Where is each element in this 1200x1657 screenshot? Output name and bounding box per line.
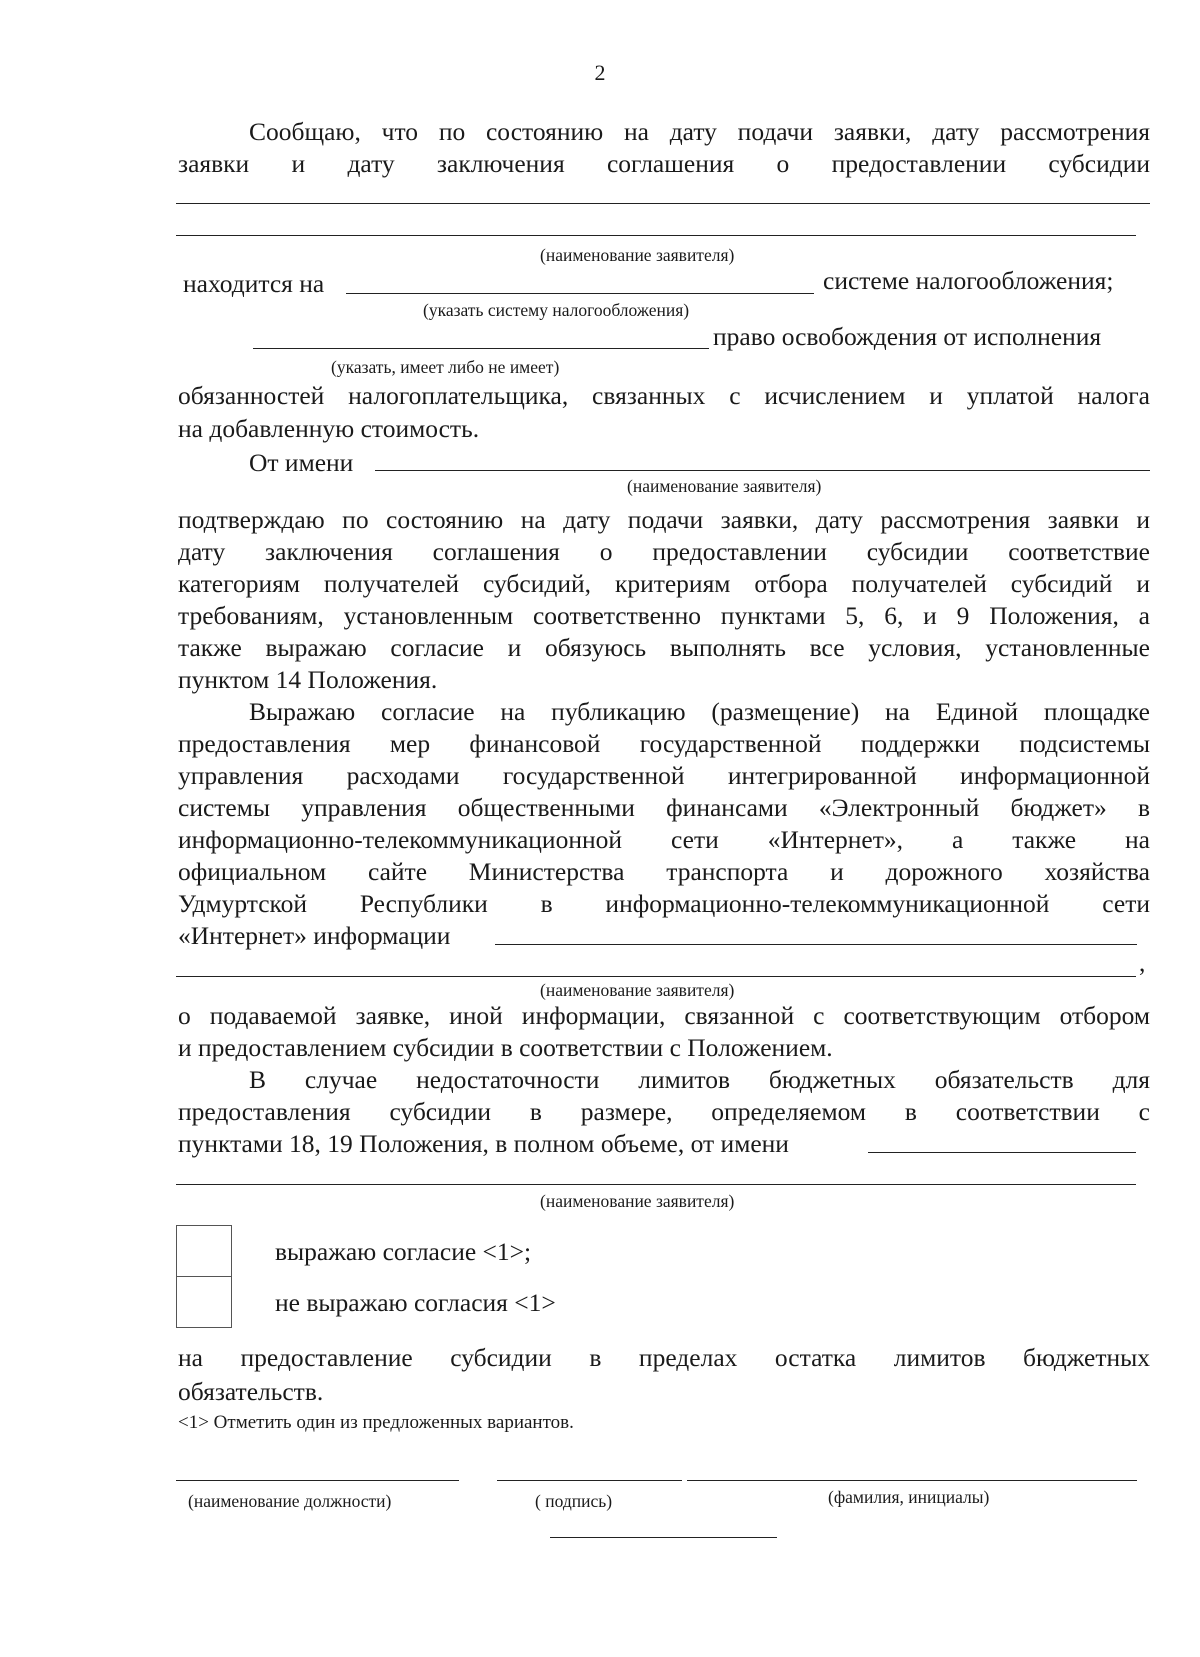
publication-after-2: и предоставлением субсидии в соответствии с Положением. <box>178 1033 833 1062</box>
vat-caption: (указать, имеет либо не имеет) <box>331 357 560 377</box>
publication-line-7: Удмуртской Республики в информационно-телекоммуникационной сети <box>178 889 1150 918</box>
name-line[interactable] <box>687 1480 1137 1481</box>
confirm-line-2: дату заключения соглашения о предоставлении субсидии соответствие <box>178 537 1150 566</box>
page-number: 2 <box>594 60 606 85</box>
vat-line-2: обязанностей налогоплательщика, связанных с исчислением и уплатой налога <box>178 381 1150 410</box>
confirm-line-6: пунктом 14 Положения. <box>178 665 438 694</box>
publication-line-4: системы управления общественными финансами «Электронный бюджет» в <box>178 793 1150 822</box>
confirm-line-5: также выражаю согласие и обязуюсь выполнять все условия, установленные <box>178 633 1150 662</box>
applicant-name-line-2[interactable] <box>176 235 1136 236</box>
footnote: <1> Отметить один из предложенных вариантов. <box>178 1412 574 1433</box>
publication-after-1: о подаваемой заявке, иной информации, связанной с соответствующим отбором <box>178 1001 1150 1030</box>
tax-suffix: системе налогообложения; <box>823 266 1114 295</box>
applicant-name-line-1[interactable] <box>176 203 1150 204</box>
name-caption: (фамилия, инициалы) <box>828 1487 990 1507</box>
agree-checkbox[interactable] <box>176 1225 232 1277</box>
final-line-2: обязательств. <box>178 1377 324 1406</box>
publication-comma: , <box>1139 948 1146 977</box>
publication-line-2: предоставления мер финансовой государственной поддержки подсистемы <box>178 729 1150 758</box>
tax-prefix: находится на <box>183 269 325 298</box>
confirm-line-4: требованиям, установленным соответственно пунктами 5, 6, и 9 Положения, а <box>178 601 1150 630</box>
intro-line-2: заявки и дату заключения соглашения о предоставлении субсидии <box>178 149 1150 178</box>
limits-line-2: предоставления субсидии в размере, определяемом в соответствии с <box>178 1097 1150 1126</box>
agree-label: выражаю согласие <1>; <box>275 1237 532 1266</box>
vat-suffix: право освобождения от исполнения <box>713 322 1102 351</box>
signature-line[interactable] <box>497 1480 682 1481</box>
position-line[interactable] <box>176 1480 459 1481</box>
date-line[interactable] <box>550 1537 777 1538</box>
vat-status-line[interactable] <box>253 348 709 349</box>
publication-applicant-line-2[interactable] <box>176 976 1136 977</box>
limits-applicant-line-2[interactable] <box>176 1184 1136 1185</box>
behalf-prefix: От имени <box>249 448 354 477</box>
limits-caption: (наименование заявителя) <box>540 1191 735 1211</box>
disagree-checkbox[interactable] <box>176 1276 232 1328</box>
behalf-caption: (наименование заявителя) <box>627 476 822 496</box>
tax-caption: (указать систему налогообложения) <box>423 300 690 320</box>
confirm-line-1: подтверждаю по состоянию на дату подачи заявки, дату рассмотрения заявки и <box>178 505 1150 534</box>
confirm-line-3: категориям получателей субсидий, критериям отбора получателей субсидий и <box>178 569 1150 598</box>
publication-line-3: управления расходами государственной интегрированной информационной <box>178 761 1150 790</box>
position-caption: (наименование должности) <box>188 1491 392 1511</box>
final-line-1: на предоставление субсидии в пределах остатка лимитов бюджетных <box>178 1343 1150 1372</box>
intro-line-1: Сообщаю, что по состоянию на дату подачи заявки, дату рассмотрения <box>249 117 1150 146</box>
vat-line-3: на добавленную стоимость. <box>178 414 480 443</box>
publication-caption: (наименование заявителя) <box>540 980 735 1000</box>
caption-applicant-1: (наименование заявителя) <box>540 245 735 265</box>
publication-line-5: информационно-телекоммуникационной сети «Интернет», а также на <box>178 825 1150 854</box>
disagree-label: не выражаю согласия <1> <box>275 1288 556 1317</box>
publication-line-6: официальном сайте Министерства транспорта и дорожного хозяйства <box>178 857 1150 886</box>
limits-line-1: В случае недостаточности лимитов бюджетных обязательств для <box>249 1065 1150 1094</box>
publication-applicant-line-1[interactable] <box>495 944 1137 945</box>
behalf-line[interactable] <box>375 470 1150 471</box>
publication-line-1: Выражаю согласие на публикацию (размещение) на Единой площадке <box>249 697 1150 726</box>
publication-line-8: «Интернет» информации <box>178 921 451 950</box>
tax-system-line[interactable] <box>346 293 814 294</box>
limits-line-3: пунктами 18, 19 Положения, в полном объеме, от имени <box>178 1129 789 1158</box>
limits-applicant-line-1[interactable] <box>868 1152 1136 1153</box>
signature-caption: ( подпись) <box>535 1491 613 1511</box>
